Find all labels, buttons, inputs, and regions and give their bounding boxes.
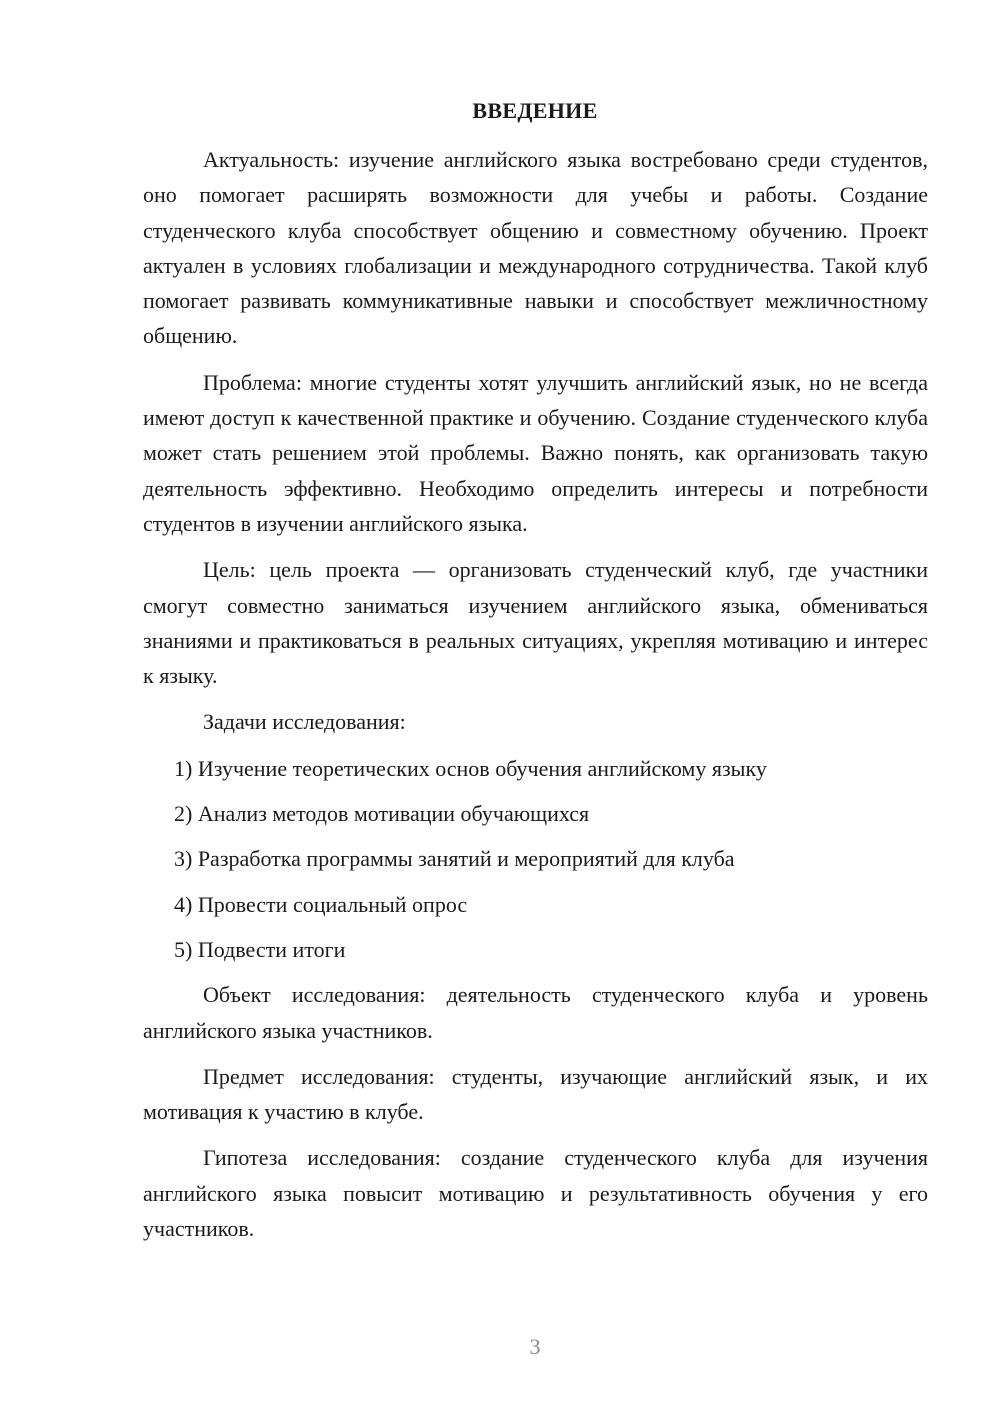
page-number: 3 [529, 1334, 541, 1359]
paragraph-relevance: Актуальность: изучение английского языка востребовано среди студентов, оно помогает расширять возможности для учебы и работы. Создание студенческого клуба способствует общению и совместному обучению. Проект актуален в условиях глобализации и международного сотрудничества. Такой клуб помогает развивать коммуникативные навыки и способствует межличностному общению. [143, 147, 928, 349]
task-item-5: 5) Подвести итоги [174, 936, 346, 962]
paragraph-object: Объект исследования: деятельность студенческого клуба и уровень английского языка участников. [143, 982, 928, 1043]
task-item-2: 2) Анализ методов мотивации обучающихся [174, 801, 590, 827]
paragraph-problem: Проблема: многие студенты хотят улучшить английский язык, но не всегда имеют доступ к качественной практике и обучению. Создание студенческого клуба может стать решением этой проблемы. Важно понять, как организовать такую деятельность эффективно. Необходимо определить интересы и потребности студентов в изучении английского языка. [143, 369, 928, 536]
task-item-3: 3) Разработка программы занятий и мероприятий для клуба [174, 846, 735, 872]
paragraph-goal: Цель: цель проекта — организовать студенческий клуб, где участники смогут совместно заниматься изучением английского языка, обмениваться знаниями и практиковаться в реальных ситуациях, укрепляя мотивацию и интерес к языку. [143, 557, 928, 689]
task-item-4: 4) Провести социальный опрос [174, 891, 468, 917]
document-body [143, 142, 928, 1257]
page-title: ВВЕДЕНИЕ [472, 98, 598, 123]
tasks-heading: Задачи исследования: [203, 709, 406, 735]
paragraph-hypothesis: Гипотеза исследования: создание студенческого клуба для изучения английского языка повысит мотивацию и результативность обучения у его участников. [143, 1145, 928, 1242]
paragraph-subject: Предмет исследования: студенты, изучающие английский язык, и их мотивация к участию в клубе. [143, 1063, 928, 1125]
task-item-1: 1) Изучение теоретических основ обучения английскому языку [174, 755, 767, 781]
